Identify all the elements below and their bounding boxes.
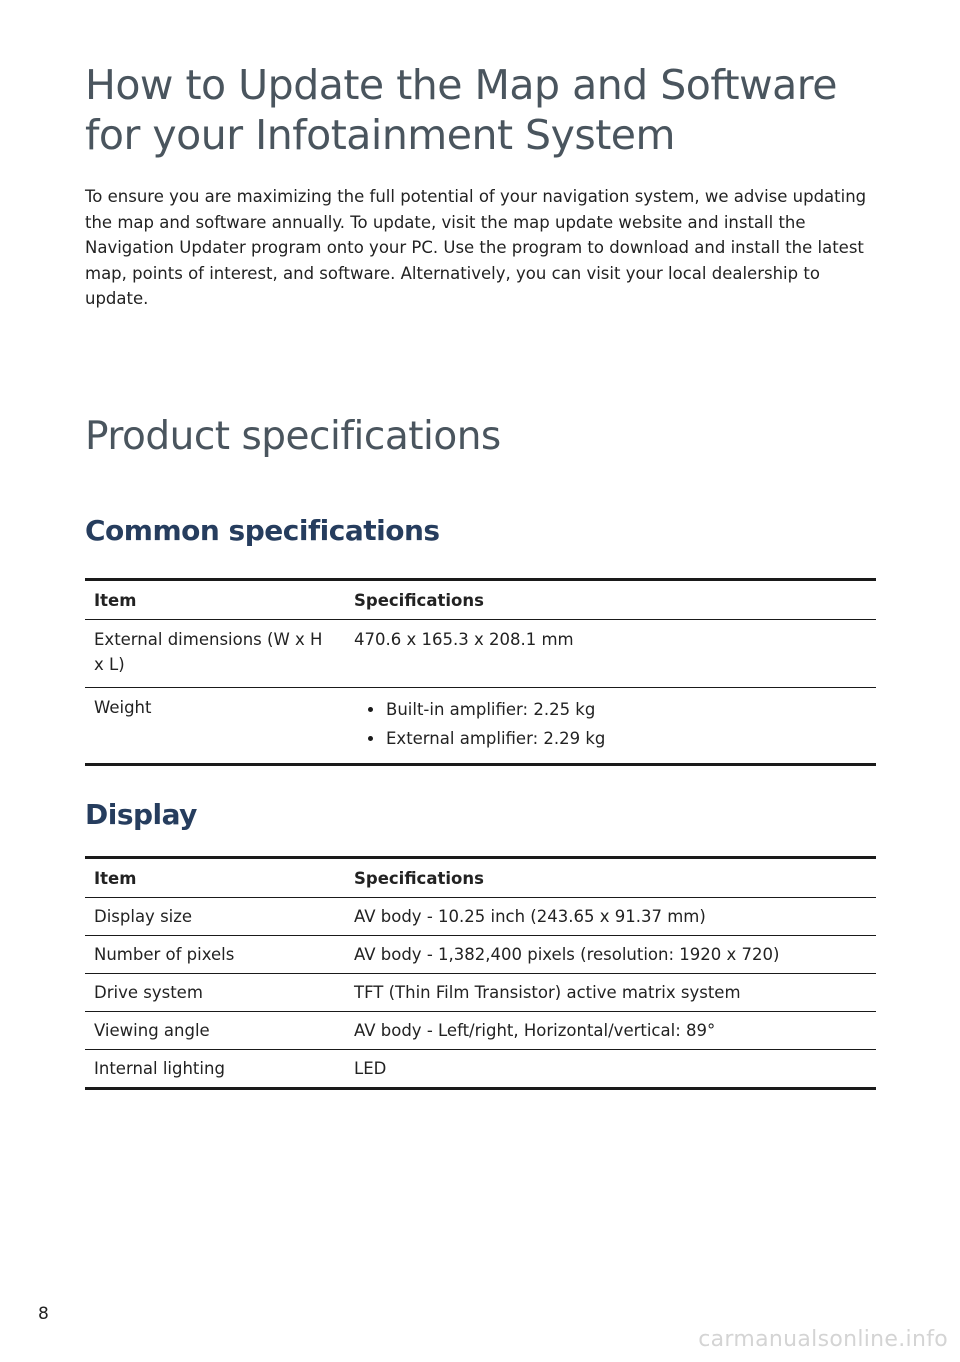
row-item: Display size [85,898,345,936]
table-row [85,688,876,765]
display-specs-title: Display [85,798,197,831]
page-number: 8 [38,1304,49,1324]
row-spec: TFT (Thin Film Transistor) active matrix system [345,974,876,1012]
table-header-row [85,858,876,898]
row-item: Number of pixels [85,936,345,974]
row-item: Internal lighting [94,1059,225,1078]
table-header-row [85,580,876,620]
row-spec: LED [354,1059,387,1078]
row-spec-external-dimensions: 470.6 x 165.3 x 208.1 mm [345,620,876,688]
watermark-text: carmanualsonline.info [698,1327,948,1352]
table-row [85,898,876,936]
weight-bullet-list [354,695,867,753]
table-row [85,1050,876,1089]
table-row [85,1012,876,1050]
bullet-item: External amplifier: 2.29 kg [354,724,867,753]
row-item-weight: Weight [94,698,152,717]
row-spec: AV body - Left/right, Horizontal/vertical: 89° [345,1012,876,1050]
common-specs-title: Common specifications [85,514,440,547]
section-title: Product specifications [85,414,501,459]
column-header-specifications: Specifications [345,580,876,620]
table-row [85,620,876,688]
row-spec: AV body - 10.25 inch (243.65 x 91.37 mm) [345,898,876,936]
display-specs-table [85,856,876,1090]
intro-paragraph: To ensure you are maximizing the full potential of your navigation system, we advise updating the map and software annually. To update, visit the map update website and install the Navigation Updater program onto your PC. Use the program to download and install the latest map, points of interest, and software. Alternatively, you can visit your local dealership to update. [85,187,867,308]
column-header-item: Item [85,858,345,898]
row-spec: AV body - 1,382,400 pixels (resolution: 1920 x 720) [345,936,876,974]
page-title: How to Update the Map and Software for your Infotainment System [85,61,837,159]
row-spec-weight [345,688,876,765]
row-item-external-dimensions: External dimensions (W x H x L) [85,620,345,688]
table-row [85,974,876,1012]
column-header-specifications: Specifications [345,858,876,898]
row-item: Viewing angle [85,1012,345,1050]
common-specs-table [85,578,876,766]
table-row [85,936,876,974]
bullet-item: Built-in amplifier: 2.25 kg [354,695,867,724]
column-header-item: Item [85,580,345,620]
row-item: Drive system [85,974,345,1012]
